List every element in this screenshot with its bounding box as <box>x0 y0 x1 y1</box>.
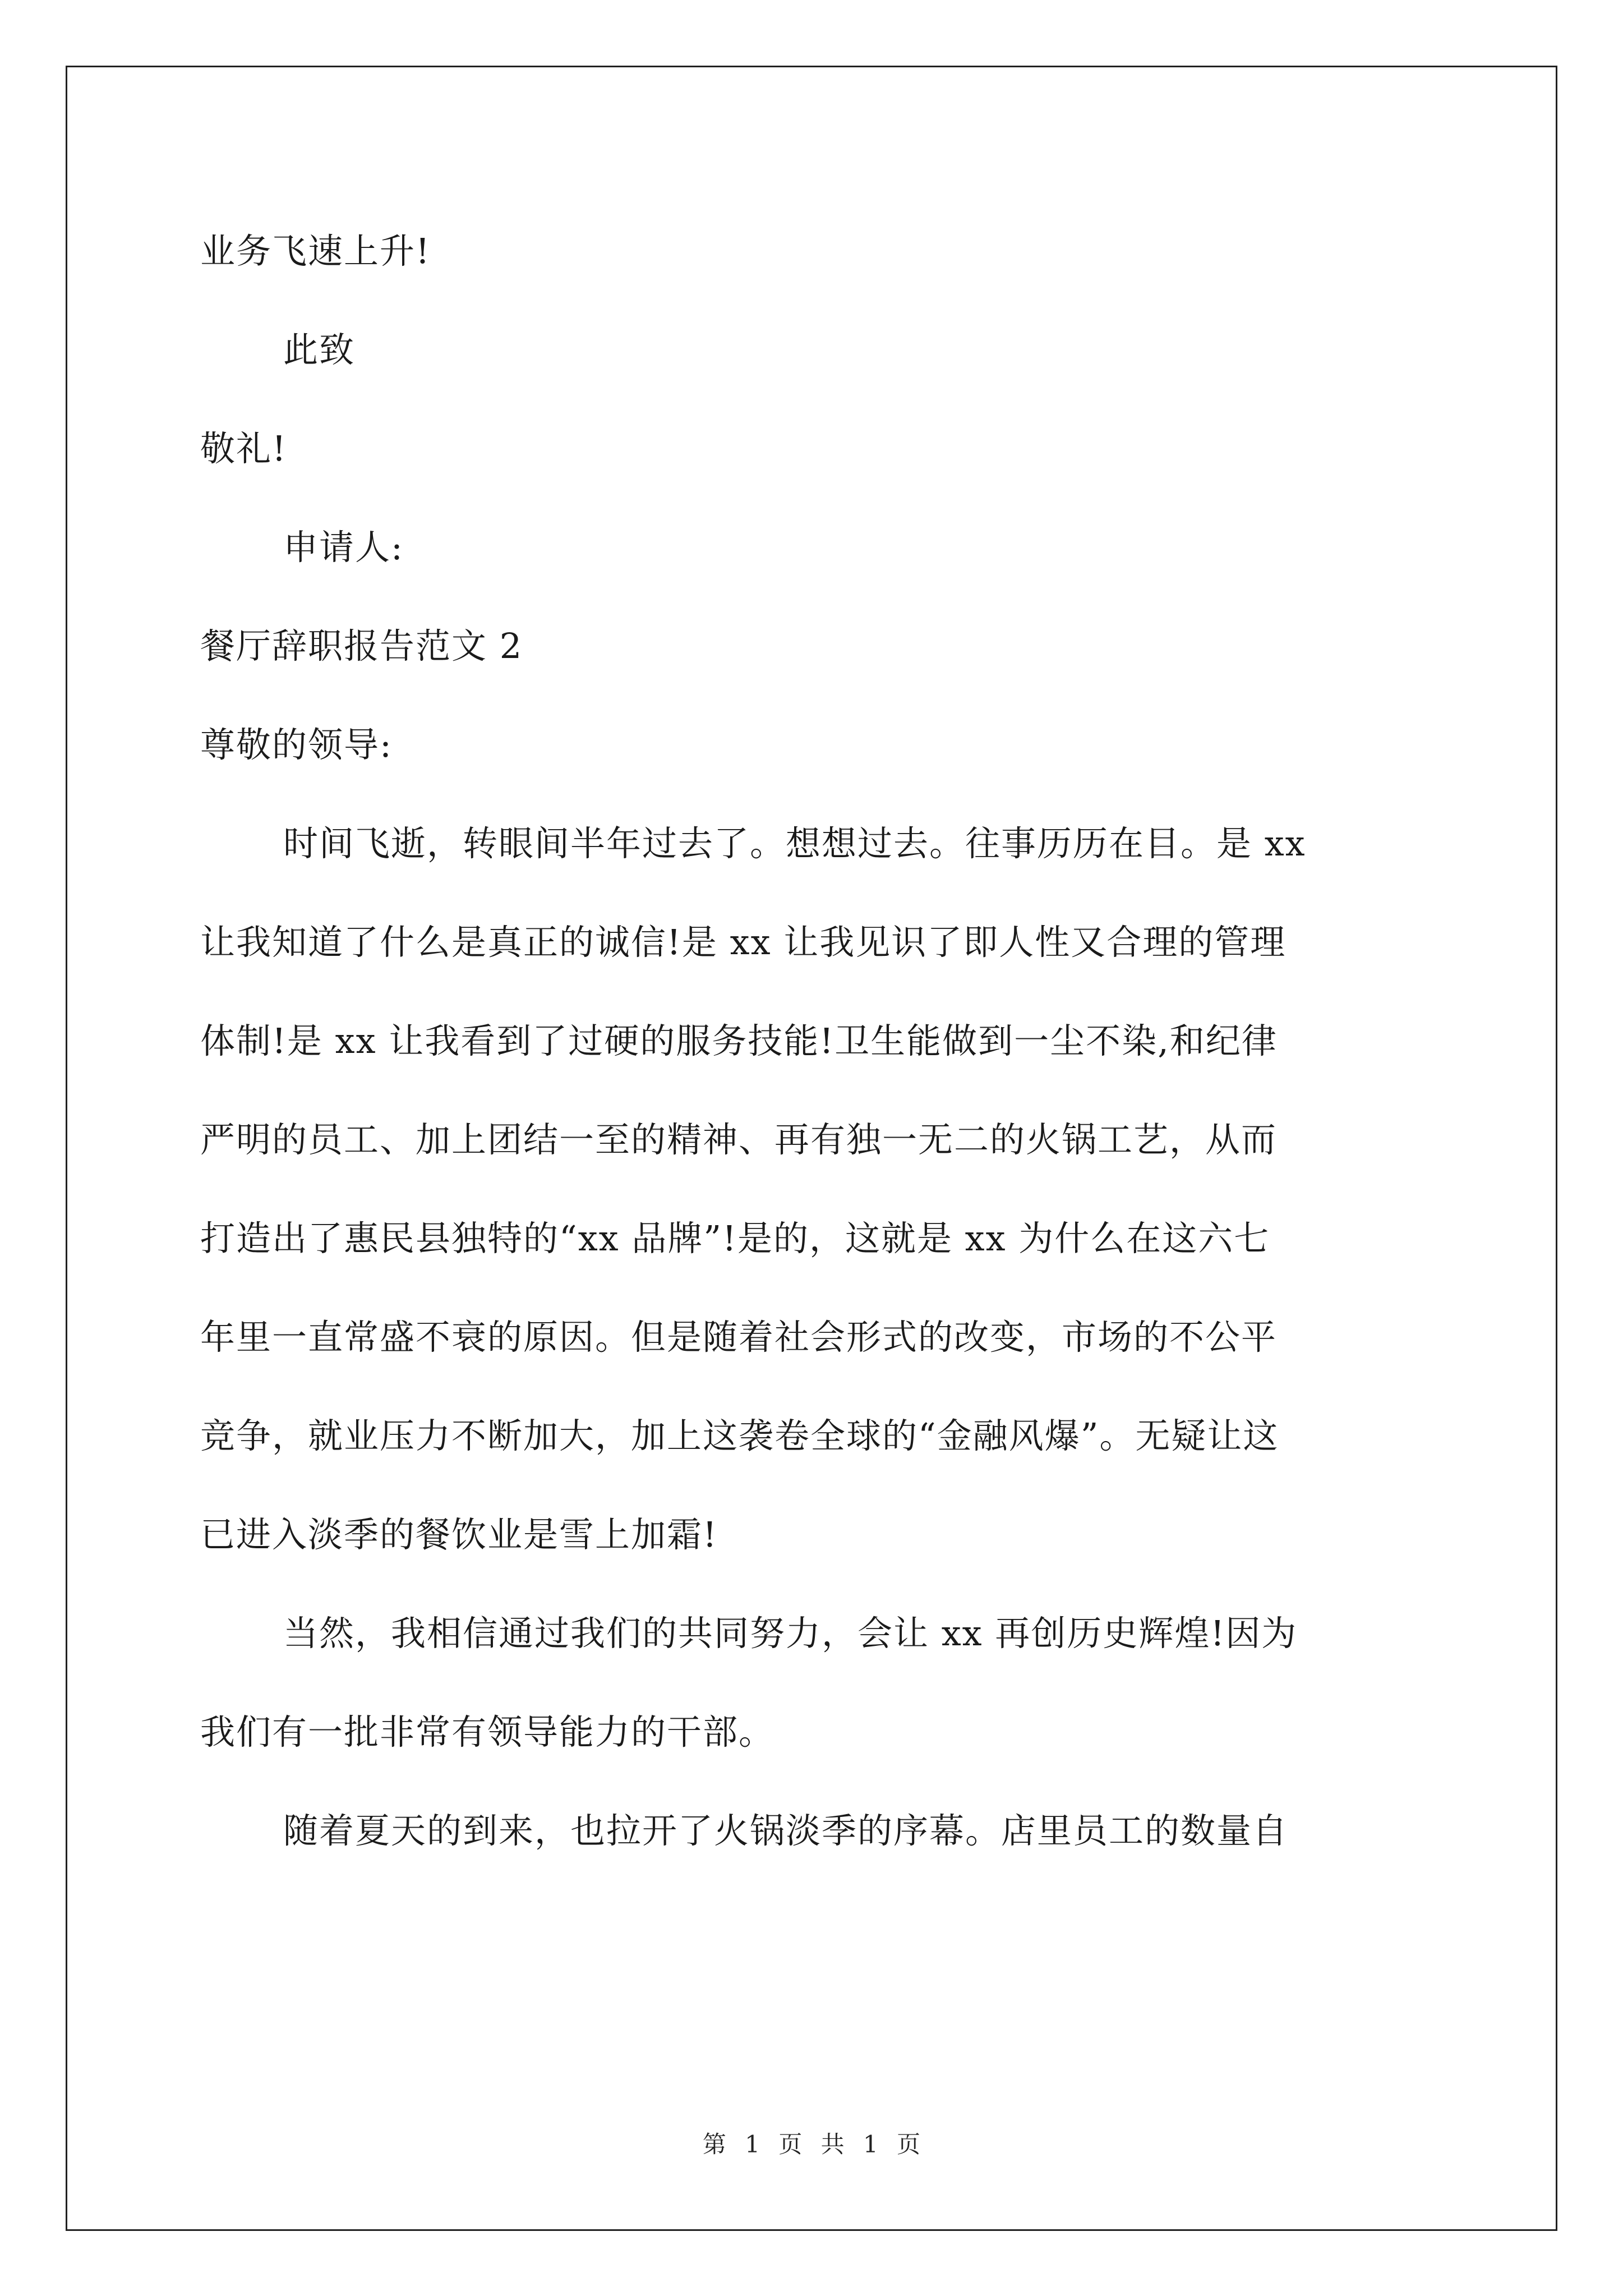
document-body <box>200 202 1431 1880</box>
text-line: 已进入淡季的餐饮业是雪上加霜! <box>200 1514 718 1555</box>
text-line: 申请人: <box>283 527 404 568</box>
text-line: 年里一直常盛不衰的原因。但是随着社会形式的改变，市场的不公平 <box>200 1317 1278 1358</box>
text-line: 我们有一批非常有领导能力的干部。 <box>200 1711 775 1752</box>
text-line: 竞争，就业压力不断加大，加上这袭卷全球的“金融风爆”。无疑让这 <box>200 1415 1279 1456</box>
salutation: 尊敬的领导: <box>200 724 393 765</box>
section-heading: 餐厅辞职报告范文 2 <box>200 625 523 666</box>
text-line: 此致 <box>283 329 356 370</box>
page-footer: 第 1 页 共 1 页 <box>702 2131 921 2158</box>
text-line: 业务飞速上升! <box>200 231 431 272</box>
text-line: 时间飞逝，转眼间半年过去了。想想过去。往事历历在目。是 xx <box>283 823 1306 864</box>
text-line: 当然，我相信通过我们的共同努力，会让 xx 再创历史辉煌!因为 <box>283 1613 1298 1654</box>
text-line: 体制!是 xx 让我看到了过硬的服务技能!卫生能做到一尘不染,和纪律 <box>200 1020 1278 1061</box>
text-line: 严明的员工、加上团结一至的精神、再有独一无二的火锅工艺，从而 <box>200 1119 1278 1160</box>
text-line: 敬礼! <box>200 428 287 469</box>
text-line: 打造出了惠民县独特的“xx 品牌”!是的，这就是 xx 为什么在这六七 <box>200 1218 1270 1259</box>
text-line: 随着夏天的到来，也拉开了火锅淡季的序幕。店里员工的数量自 <box>283 1810 1289 1851</box>
text-line: 让我知道了什么是真正的诚信!是 xx 让我见识了即人性又合理的管理 <box>200 922 1287 963</box>
